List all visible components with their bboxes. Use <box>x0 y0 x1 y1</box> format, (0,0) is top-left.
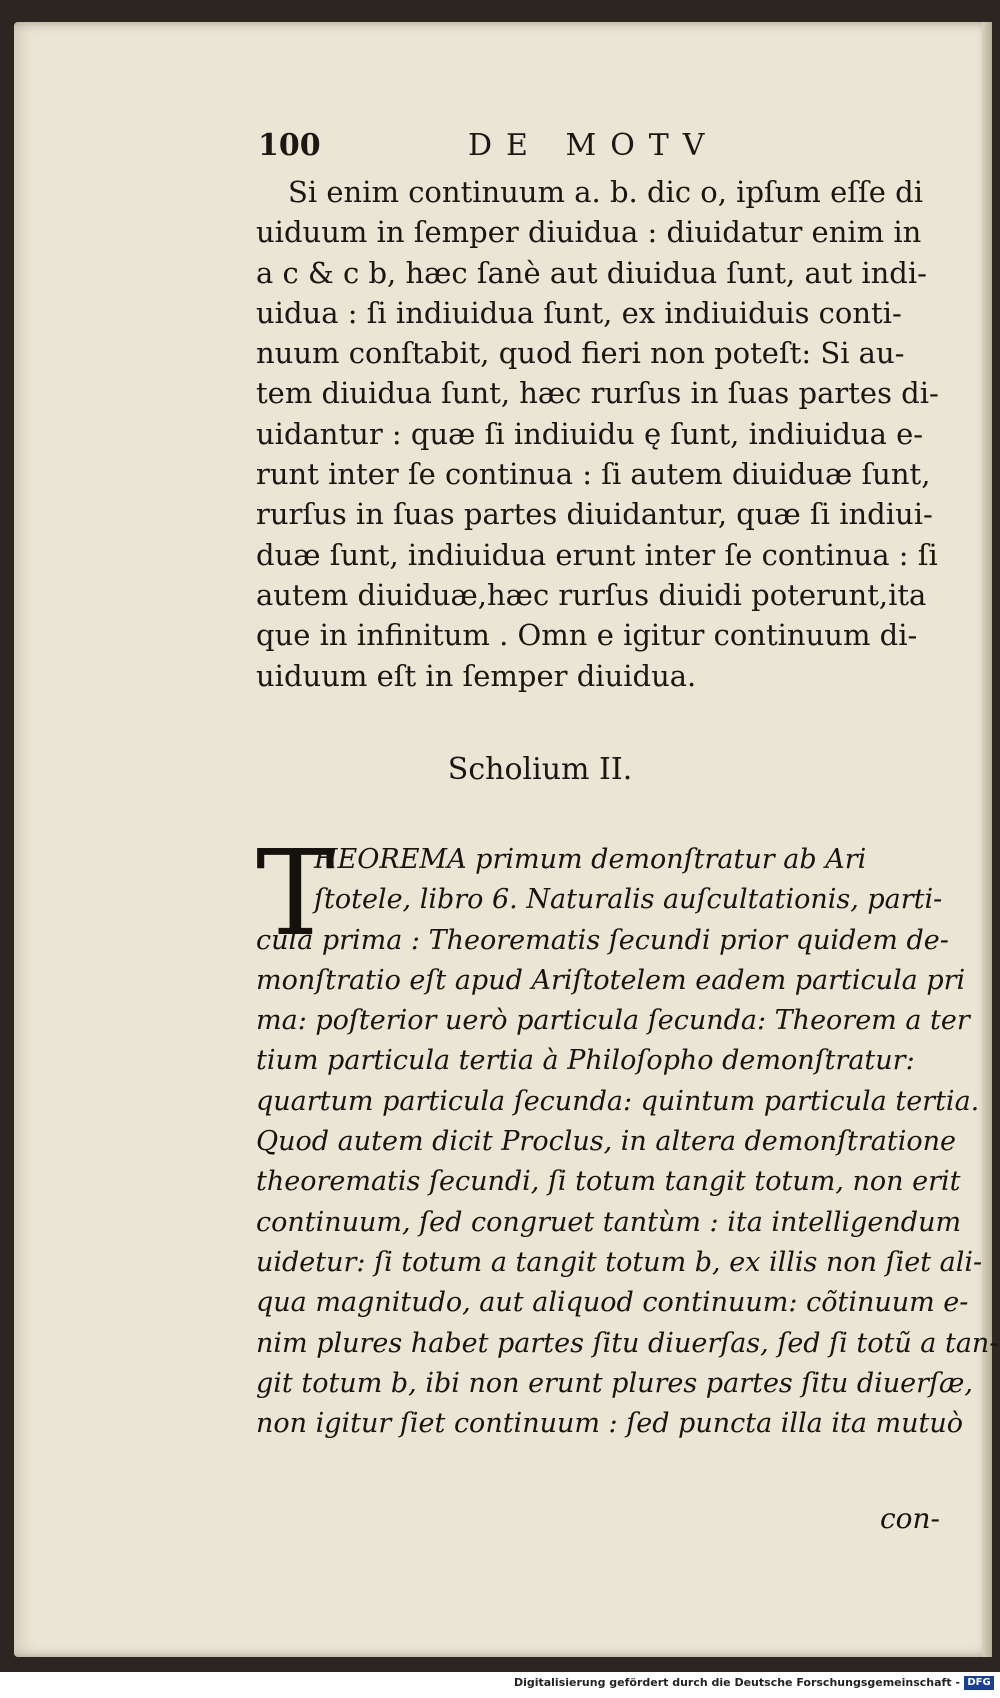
text-line: tium particula tertia à Philoſopho demonſtratur: <box>256 1045 915 1077</box>
text-line: cula prima : Theorematis ſecundi prior quidem de- <box>256 924 949 956</box>
body-text-roman <box>256 172 976 696</box>
text-line: que in infinitum . Omn e igitur continuum di- <box>256 618 918 653</box>
text-line: ma: poſterior uerò particula ſecunda: Theorem a ter <box>256 1005 970 1037</box>
text-line: runt inter ſe continua : ſi autem diuiduæ ſunt, <box>256 457 931 492</box>
text-line: nim plures habet partes ſitu diuerſas, ſed ſi totũ a tan- <box>256 1327 999 1359</box>
text-line: continuum, ſed congruet tantùm : ita intelligendum <box>256 1206 962 1238</box>
text-line: quartum particula ſecunda: quintum particula tertia. <box>256 1085 980 1117</box>
text-line: autem diuiduæ,hæc rurſus diuidi poterunt,ita <box>256 577 927 612</box>
text-line: rurſus in ſuas partes diuidantur, quæ ſi indiui- <box>256 497 933 532</box>
text-line: qua magnitudo, aut aliquod continuum: cõtinuum e- <box>256 1287 969 1319</box>
text-line: HEOREMA primum demonſtratur ab Ari <box>314 844 867 875</box>
scholium-heading: Scholium II. <box>447 752 633 787</box>
text-line: duæ ſunt, indiuidua erunt inter ſe continua : ſi <box>256 537 938 572</box>
text-line: git totum b, ibi non erunt plures partes ſitu diuerſæ, <box>256 1367 973 1399</box>
digitization-attribution: Digitalisierung gefördert durch die Deutsche Forschungsgemeinschaft - <box>513 1676 960 1689</box>
text-line: uidantur : quæ ſi indiuidu ę ſunt, indiuidua e- <box>256 416 924 451</box>
dfg-logo: DFG <box>964 1676 994 1690</box>
text-line: ſtotele, libro 6. Naturalis auſcultationis, parti- <box>314 884 943 916</box>
text-line: Quod autem dicit Proclus, in altera demonſtratione <box>256 1126 956 1158</box>
text-line: uiduum in ſemper diuidua : diuidatur enim in <box>256 215 922 250</box>
page-header <box>258 128 778 168</box>
text-line: uiduum eſt in ſemper diuidua. <box>256 658 697 693</box>
text-line: non igitur ſiet continuum : ſed puncta illa ita mutuò <box>256 1408 964 1440</box>
text-line: a c & c b, hæc ſanè aut diuidua ſunt, aut indi- <box>256 255 927 290</box>
text-line: uidetur: ſi totum a tangit totum b, ex illis non ſiet ali- <box>256 1246 983 1278</box>
text-line: theorematis ſecundi, ſi totum tangit totum, non erit <box>256 1166 961 1198</box>
body-text-italic <box>256 824 999 1442</box>
drop-cap: T <box>256 824 335 962</box>
text-line: nuum conſtabit, quod fieri non poteſt: Si au- <box>256 336 905 371</box>
catchword: con- <box>879 1502 940 1535</box>
text-line: tem diuidua ſunt, hæc rurſus in ſuas partes di- <box>256 376 939 411</box>
page-number: 100 <box>258 128 321 163</box>
running-title: DE MOTV <box>468 128 719 163</box>
text-line: Si enim continuum a. b. dic o, ipſum eſſe di <box>288 175 923 209</box>
text-line: uidua : ſi indiuidua ſunt, ex indiuiduis conti- <box>256 295 902 330</box>
text-line: monſtratio eſt apud Ariſtotelem eadem particula pri <box>256 964 966 996</box>
